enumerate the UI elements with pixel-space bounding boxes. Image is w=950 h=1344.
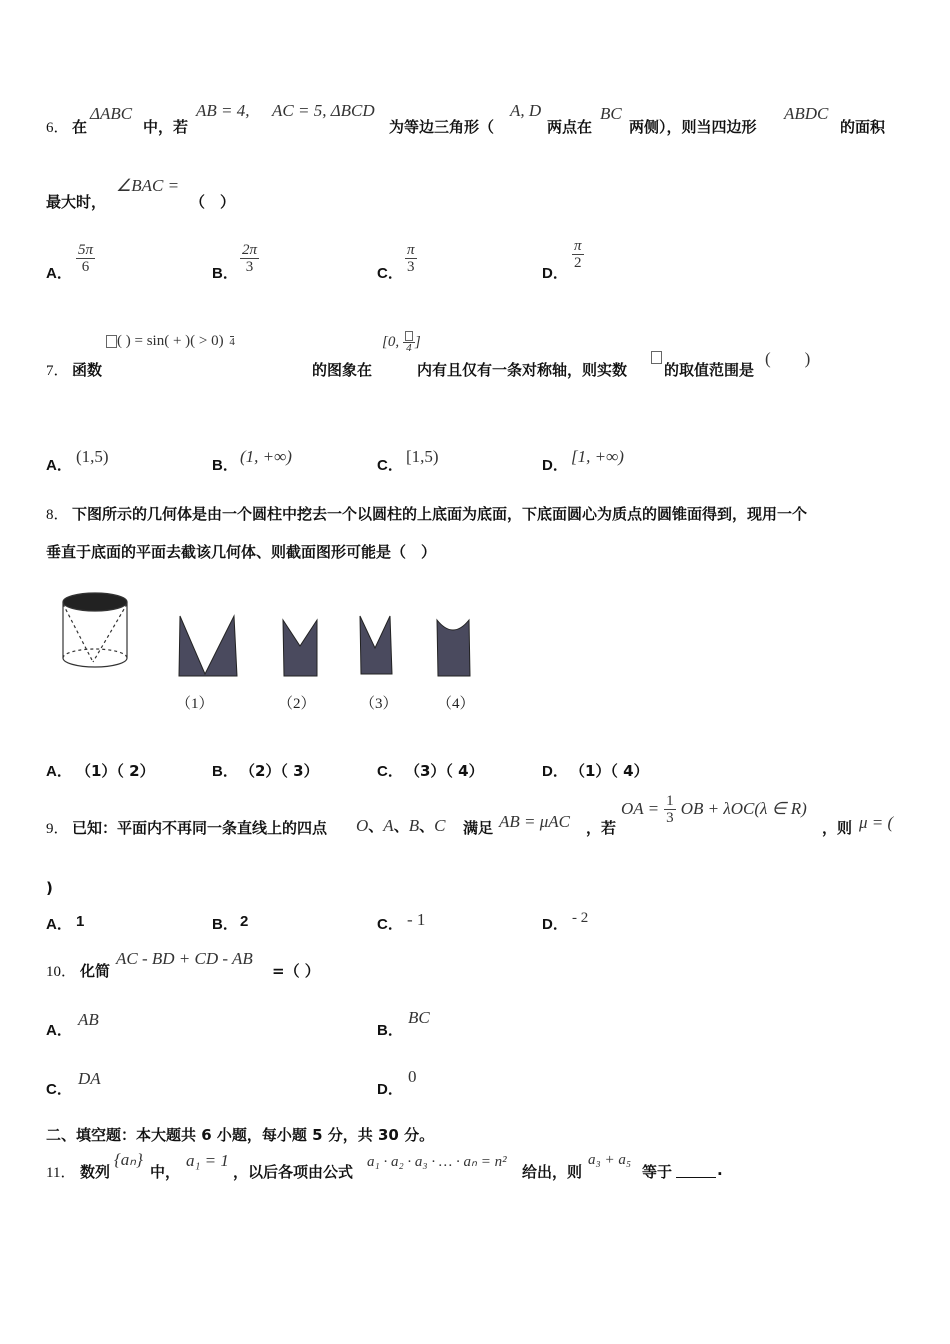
point-o: O	[356, 816, 369, 835]
q9-math-oa	[621, 793, 807, 826]
option-value: [1,5)	[406, 447, 439, 466]
option-value: [1, +∞)	[571, 447, 624, 466]
option-value: 2	[240, 913, 249, 930]
option-value: （3）（ 4）	[405, 762, 484, 780]
fig-label-1: （1）	[176, 696, 214, 712]
option-label: D．	[377, 1081, 403, 1098]
option-value: (1, +∞)	[240, 447, 292, 466]
option-value: 1	[76, 913, 85, 930]
q9-oa-frac: $\frac{1}{3}$	[666, 793, 674, 826]
q6-math-ac: AC = 5, ΔBCD	[272, 101, 375, 120]
option-fraction: $\frac{\pi}{3}$	[407, 242, 415, 275]
q7-text-2: 的图象在	[312, 361, 373, 379]
q9-text-5: )	[46, 879, 53, 897]
option-label: B．	[212, 457, 238, 474]
fig-label-3: （3）	[360, 696, 398, 712]
q7-number: 7．	[46, 363, 69, 379]
q6-math-angle: ∠BAC =	[116, 176, 180, 195]
point-c: C	[434, 816, 446, 835]
q6-text-7: 最大时，	[46, 193, 107, 211]
point-a: A	[383, 816, 394, 835]
option-value: - 2	[572, 910, 589, 926]
cylinder-top	[63, 593, 127, 611]
q7-interval-frac: 4	[403, 331, 415, 354]
option-label: C．	[377, 457, 403, 474]
q11-math-sequence: {aₙ}	[114, 1150, 143, 1169]
q7-interval-text: [0,	[382, 333, 400, 350]
q11-text-4: 给出，则	[522, 1163, 583, 1181]
q8-text-line2: 垂直于底面的平面去截该几何体、则截面图形可能是（ ）	[46, 543, 437, 561]
q6-paren: （ ）	[190, 193, 236, 211]
option-label: B．	[212, 763, 238, 780]
section-shape-4	[437, 620, 470, 676]
q6-text-1: 在	[72, 118, 88, 136]
option-value: BC	[408, 1008, 430, 1027]
q8-number: 8．	[46, 507, 69, 523]
q6-text-5: 两侧），则当四边形	[629, 118, 757, 136]
q11-text-3: ，以后各项由公式	[233, 1163, 354, 1181]
q6-math-ad: A, D	[510, 101, 542, 120]
fig-label-2: （2）	[278, 696, 316, 712]
option-fraction: $\frac{2\pi}{3}$	[242, 242, 258, 275]
option-fraction: $\frac{\pi}{2}$	[574, 238, 582, 271]
option-label: C．	[377, 916, 403, 933]
separator: 、	[393, 817, 409, 835]
q6-text-4: 两点在	[547, 118, 593, 136]
option-label: A．	[46, 265, 72, 282]
q9-math-mu: μ = (	[859, 813, 894, 832]
q11-text-1: 数列	[80, 1163, 111, 1181]
q9-oa-text: OA =	[621, 799, 660, 818]
q7-text-3: 内有且仅有一条对称轴，则实数	[417, 361, 628, 379]
option-value: 0	[408, 1067, 417, 1086]
q9-text-1: 已知：平面内不再同一条直线上的四点	[72, 819, 328, 837]
q11-text-6: .	[717, 1161, 723, 1179]
q9-oa-rest: OB + λOC(λ ∈ R)	[680, 799, 807, 818]
q7-placeholder-omega	[651, 347, 662, 366]
option-label: C．	[46, 1081, 72, 1098]
option-value: （1）（ 4）	[570, 762, 649, 780]
option-value: AB	[78, 1010, 99, 1029]
q9-text-3: ，若	[586, 819, 617, 837]
section-heading-fill-in: 二、填空题：本大题共 6 小题，每小题 5 分，共 30 分。	[46, 1126, 435, 1144]
q9-text-2: 满足	[463, 819, 494, 837]
q7-paren: ( )	[765, 349, 811, 368]
q7-text-4: 的取值范围是	[664, 361, 755, 379]
q9-math-relation: AB = μAC	[499, 812, 570, 831]
separator: 、	[368, 817, 384, 835]
option-label: A．	[46, 916, 72, 933]
fig-label-4: （4）	[437, 696, 475, 712]
q10-text-1: 化简	[80, 962, 111, 980]
option-value: (1,5)	[76, 447, 109, 466]
option-label: B．	[377, 1022, 403, 1039]
option-value: （1）（ 2）	[76, 762, 155, 780]
option-value: DA	[78, 1069, 101, 1088]
separator: 、	[419, 817, 435, 835]
placeholder-glyph	[106, 335, 117, 348]
q7-math-interval: [0, 4 ]	[382, 331, 421, 354]
option-label: C．	[377, 763, 403, 780]
section-shape-3	[360, 616, 392, 674]
cylinder-bottom-front	[63, 658, 127, 667]
q11-answer-blank[interactable]	[676, 1163, 716, 1178]
q6-text-2: 中，若	[143, 118, 189, 136]
q6-math-triangle: ΔABC	[90, 104, 133, 123]
point-b: B	[408, 816, 420, 835]
cylinder-figure	[63, 593, 127, 667]
q11-math-sum: a₃ + a₅	[588, 1152, 632, 1168]
option-value: （2）（ 3）	[240, 762, 319, 780]
option-label: B．	[212, 265, 238, 282]
q8-text-line1: 下图所示的几何体是由一个圆柱中挖去一个以圆柱的上底面为底面，下底面圆心为质点的圆锥面得到，现用一个	[72, 505, 808, 523]
q9-points	[356, 815, 445, 836]
q7-func-text: ( ) = sin( + )( > 0)	[117, 333, 224, 349]
option-label: C．	[377, 265, 403, 282]
cylinder-bottom-back	[63, 649, 127, 658]
option-label: A．	[46, 1022, 72, 1039]
q10-number: 10．	[46, 964, 77, 980]
option-label: D．	[542, 763, 568, 780]
q9-text-4: ，则	[822, 819, 853, 837]
q10-text-2: =（ ）	[272, 962, 320, 980]
q6-text-3: 为等边三角形（	[389, 118, 495, 136]
q8-figure	[55, 588, 485, 718]
q11-math-a1: a₁ = 1	[186, 1151, 229, 1170]
q7-text-1: 函数	[72, 361, 103, 379]
q7-math-function	[106, 333, 237, 350]
option-label: D．	[542, 457, 568, 474]
q7-func-frac: 4	[229, 335, 235, 348]
q9-number: 9．	[46, 821, 69, 837]
option-label: A．	[46, 763, 72, 780]
section-shape-1	[179, 616, 237, 676]
q6-number: 6．	[46, 120, 69, 136]
placeholder-glyph	[405, 331, 413, 341]
q11-text-2: 中，	[150, 1163, 181, 1181]
q11-text-5: 等于	[642, 1163, 673, 1181]
option-fraction: $\frac{5\pi}{6}$	[78, 242, 94, 275]
option-label: A．	[46, 457, 72, 474]
q6-math-bc: BC	[600, 104, 622, 123]
q6-math-ab: AB = 4,	[196, 101, 250, 120]
q11-math-product: a₁ · a₂ · a₃ · … · aₙ = n²	[367, 1154, 507, 1170]
option-label: D．	[542, 265, 568, 282]
q6-text-6: 的面积	[840, 118, 886, 136]
q11-number: 11．	[46, 1165, 76, 1181]
option-value: - 1	[407, 910, 426, 929]
section-shape-2	[283, 620, 317, 676]
q6-math-abdc: ABDC	[784, 104, 829, 123]
option-label: D．	[542, 916, 568, 933]
option-label: B．	[212, 916, 238, 933]
q10-math-expression: AC - BD + CD - AB	[116, 949, 253, 968]
